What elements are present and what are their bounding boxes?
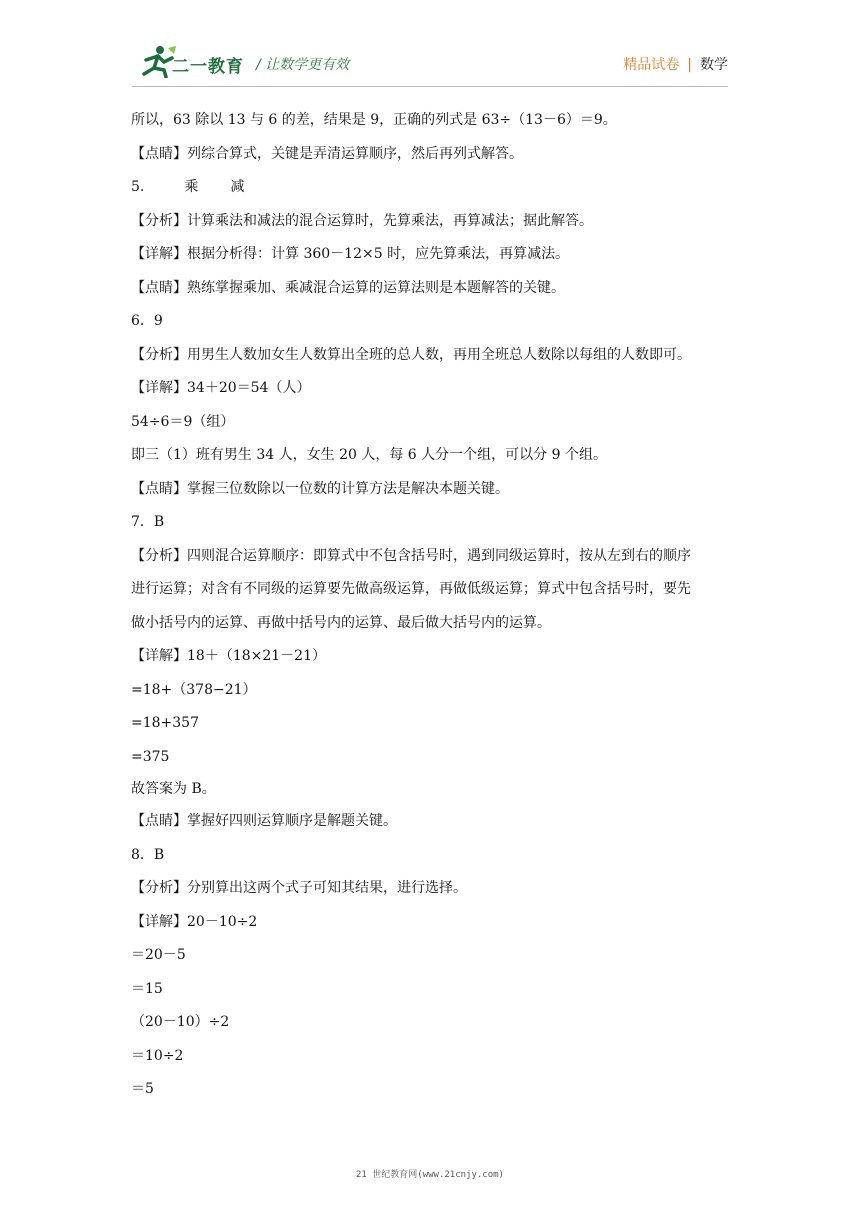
text-line: 即三（1）班有男生 34 人，女生 20 人，每 6 人分一个组，可以分 9 个组。 [131,447,607,463]
text-line: 【详解】18＋（18×21－21） [131,648,326,664]
header-slogan: / 让数学更有效 [256,57,350,73]
question-5-answer [131,171,741,205]
answer-blank-1: 乘 [184,179,199,195]
text-line: =18+（378−21） [131,681,257,698]
text-line: ＝10÷2 [131,1047,184,1064]
question-number: 6．9 [131,313,163,329]
text-line: 【点睛】掌握三位数除以一位数的计算方法是解决本题关键。 [131,480,509,497]
text-line: 【分析】计算乘法和减法的混合运算时，先算乘法，再算减法；据此解答。 [131,212,593,229]
text-line: 做小括号内的运算、再做中括号内的运算、最后做大括号内的运算。 [131,614,551,631]
logo-text: 二一教育 [172,57,244,77]
text-line: 54÷6＝9（组） [131,413,235,430]
question-number: 7．B [131,514,165,530]
question-number: 5. [131,179,145,195]
text-line: 【分析】分别算出这两个式子可知其结果，进行选择。 [131,880,467,896]
document-body [131,104,741,1107]
subject-label: 数学 [700,57,728,73]
text-line: =18+357 [131,715,199,731]
text-line: （20－10）÷2 [131,1014,230,1030]
logo [138,44,248,82]
text-line: 【分析】用男生人数加女生人数算出全班的总人数，再用全班总人数除以每组的人数即可。 [131,346,691,363]
text-line: 【点睛】列综合算式，关键是弄清运算顺序，然后再列式解答。 [131,145,523,162]
text-line: 【分析】四则混合运算顺序：即算式中不包含括号时，遇到同级运算时，按从左到右的顺序 [131,547,691,564]
answer-blank-2: 减 [230,179,245,195]
text-line: 【点睛】掌握好四则运算顺序是解题关键。 [131,813,397,829]
text-line: ＝15 [131,980,163,997]
text-line: 进行运算；对含有不同级的运算要先做高级运算，再做低级运算；算式中包含括号时，要先 [131,581,691,597]
header-divider-line [132,86,728,87]
page-footer: 21 世纪教育网(www.21cnjy.com) [356,1170,504,1180]
text-line: =375 [131,748,170,765]
text-line: 【点睛】熟练掌握乘加、乘减混合运算的运算法则是本题解答的关键。 [131,279,565,296]
text-line: 故答案为 B。 [131,781,216,797]
text-line: ＝5 [131,1081,154,1097]
header-tags [623,54,728,74]
text-line: 【详解】34＋20＝54（人） [131,380,311,396]
text-line: 所以，63 除以 13 与 6 的差，结果是 9，正确的列式是 63÷（13－6）＝9。 [131,112,617,128]
brand-label: 精品试卷 [623,57,680,73]
header-divider: | [687,57,692,73]
text-line: ＝20－5 [131,947,186,963]
text-line: 【详解】20－10÷2 [131,913,258,930]
page-header [0,0,860,96]
text-line: 【详解】根据分析得：计算 360－12×5 时，应先算乘法，再算减法。 [131,246,570,262]
question-number: 8．B [131,846,165,863]
